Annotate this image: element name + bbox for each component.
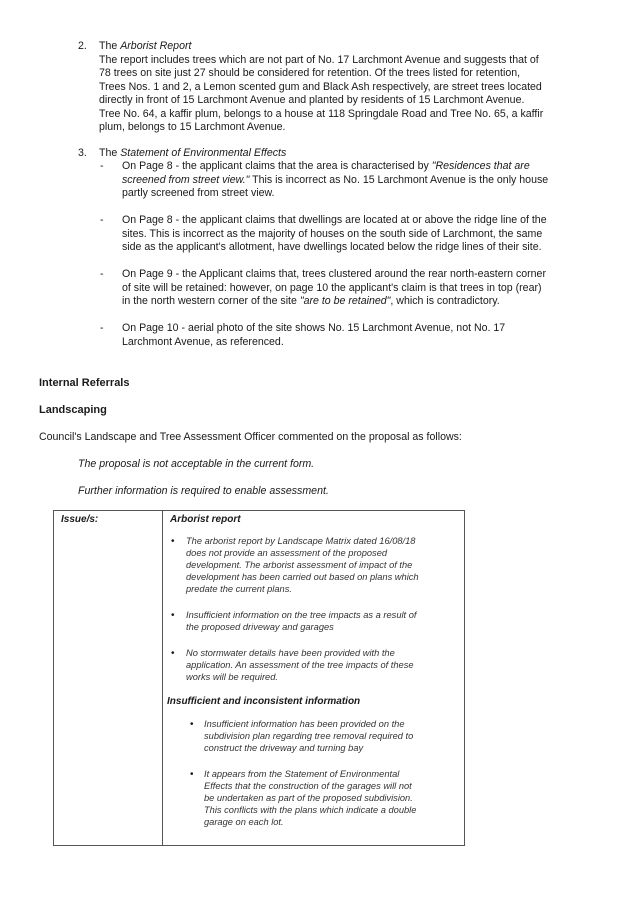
quote-not-acceptable: The proposal is not acceptable in the current form. [78, 458, 315, 470]
sub1-quote-b: screened from street view." [122, 173, 250, 186]
item2-line-5: Tree No. 64, a kaffir plum, belongs to a house at 118 Springdale Road and Tree No. 65, a kaffir [99, 107, 544, 120]
arborist-item-1 [186, 535, 419, 595]
internal-referrals-heading: Internal Referrals [39, 377, 130, 389]
landscaping-heading: Landscaping [39, 404, 107, 416]
line: The arborist report by Landscape Matrix dated 16/08/18 [186, 536, 416, 546]
sub1-line-1 [122, 160, 530, 173]
line: be undertaken as part of the proposed subdivision. [204, 793, 413, 803]
arborist-item-3 [186, 647, 414, 683]
line: It appears from the Statement of Environmental [204, 769, 400, 779]
line: development has been carried out based on plans which [186, 572, 419, 582]
item2-line-3: Trees Nos. 1 and 2, a Lemon scented gum and Black Ash respectively, are street trees located [99, 80, 542, 93]
list-number-2: 2. [78, 40, 87, 52]
item2-prefix: The [99, 40, 121, 52]
insufficient-info-heading: Insufficient and inconsistent information [167, 696, 361, 707]
dash-3: - [100, 268, 104, 280]
dash-2: - [100, 214, 104, 226]
item2-line-1: The report includes trees which are not part of No. 17 Larchmont Avenue and suggests that of [99, 53, 539, 66]
item2-line-4: directly in front of 15 Larchmont Avenue and planted by residents of 15 Larchmont Avenue. [99, 94, 525, 106]
list-number-3: 3. [78, 147, 87, 159]
line: No stormwater details have been provided with the [186, 648, 395, 658]
dash-1: - [100, 160, 104, 172]
sub4-line-1: On Page 10 - aerial photo of the site shows No. 15 Larchmont Avenue, not No. 17 [122, 322, 506, 334]
sub1-line-3: partly screened from street view. [122, 187, 275, 199]
item2-line-2: 78 trees on site just 27 should be considered for retention. Of the trees listed for retention, [99, 67, 521, 79]
line: garage on each lot. [204, 817, 284, 827]
sub3-text-a: in the north western corner of the site [122, 295, 300, 307]
issues-table [53, 510, 465, 846]
line: Insufficient information on the tree impacts as a result of [186, 610, 417, 620]
arborist-item-2 [186, 609, 416, 633]
bullet: • [171, 536, 175, 547]
line: the proposed driveway and garages [186, 622, 334, 632]
info-item-1 [204, 718, 413, 754]
sub1-text-b: This is incorrect as No. 15 Larchmont Avenue is the only house [249, 173, 549, 186]
arborist-report-heading: Arborist report [170, 514, 241, 525]
line: construct the driveway and turning bay [204, 743, 364, 753]
line: Effects that the construction of the garages will not [204, 781, 412, 791]
line: application. An assessment of the tree impacts of these [186, 660, 414, 670]
info-item-2 [204, 768, 416, 828]
sub3-text-c: , which is contradictory. [390, 295, 500, 307]
arborist-report-title: Arborist Report [120, 40, 192, 52]
line: development. The arborist assessment of impact of the [186, 560, 413, 570]
bullet: • [190, 719, 194, 730]
item2-line-6: plum, belongs to 15 Larchmont Avenue. [99, 121, 286, 133]
see-title: Statement of Environmental Effects [120, 147, 287, 159]
sub3-line-1: On Page 9 - the Applicant claims that, trees clustered around the rear north-eastern corner [122, 268, 546, 280]
line: Insufficient information has been provided on the [204, 719, 405, 729]
line: This conflicts with the plans which indicate a double [204, 805, 417, 815]
table-divider [162, 511, 163, 845]
bullet: • [171, 648, 175, 659]
line: works will be required. [186, 672, 278, 682]
sub1-text-a: On Page 8 - the applicant claims that the area is characterised by [122, 160, 432, 172]
issues-label: Issue/s: [61, 514, 99, 525]
item3-title-line [99, 147, 286, 160]
sub4-line-2: Larchmont Avenue, as referenced. [122, 335, 284, 348]
intro-text: Council's Landscape and Tree Assessment Officer commented on the proposal as follows: [39, 431, 462, 443]
sub3-line-2: of site will be retained: however, on page 10 the applicant's claim is that trees in top (rear) [122, 281, 542, 294]
line: predate the current plans. [186, 584, 292, 594]
sub2-line-3: side as the applicant's allotment, have dwellings located below the ridge lines of their site. [122, 241, 542, 253]
sub2-line-2: sites. This is incorrect as the majority of houses on the south side of Larchmont, the same [122, 227, 543, 240]
item2-title-line [99, 40, 191, 53]
quote-further-info: Further information is required to enable assessment. [78, 485, 329, 497]
dash-4: - [100, 322, 104, 334]
line: does not provide an assessment of the proposed [186, 548, 388, 558]
sub3-quote: "are to be retained" [299, 295, 391, 307]
line: subdivision plan regarding tree removal required to [204, 731, 414, 741]
sub3-line-3 [122, 295, 500, 308]
bullet: • [190, 769, 194, 780]
sub1-quote-a: "Residences that are [431, 160, 530, 172]
sub2-line-1: On Page 8 - the applicant claims that dwellings are located at or above the ridge line of the [122, 214, 547, 226]
sub1-line-2 [122, 174, 548, 187]
item3-prefix: The [99, 147, 121, 159]
bullet: • [171, 610, 175, 621]
